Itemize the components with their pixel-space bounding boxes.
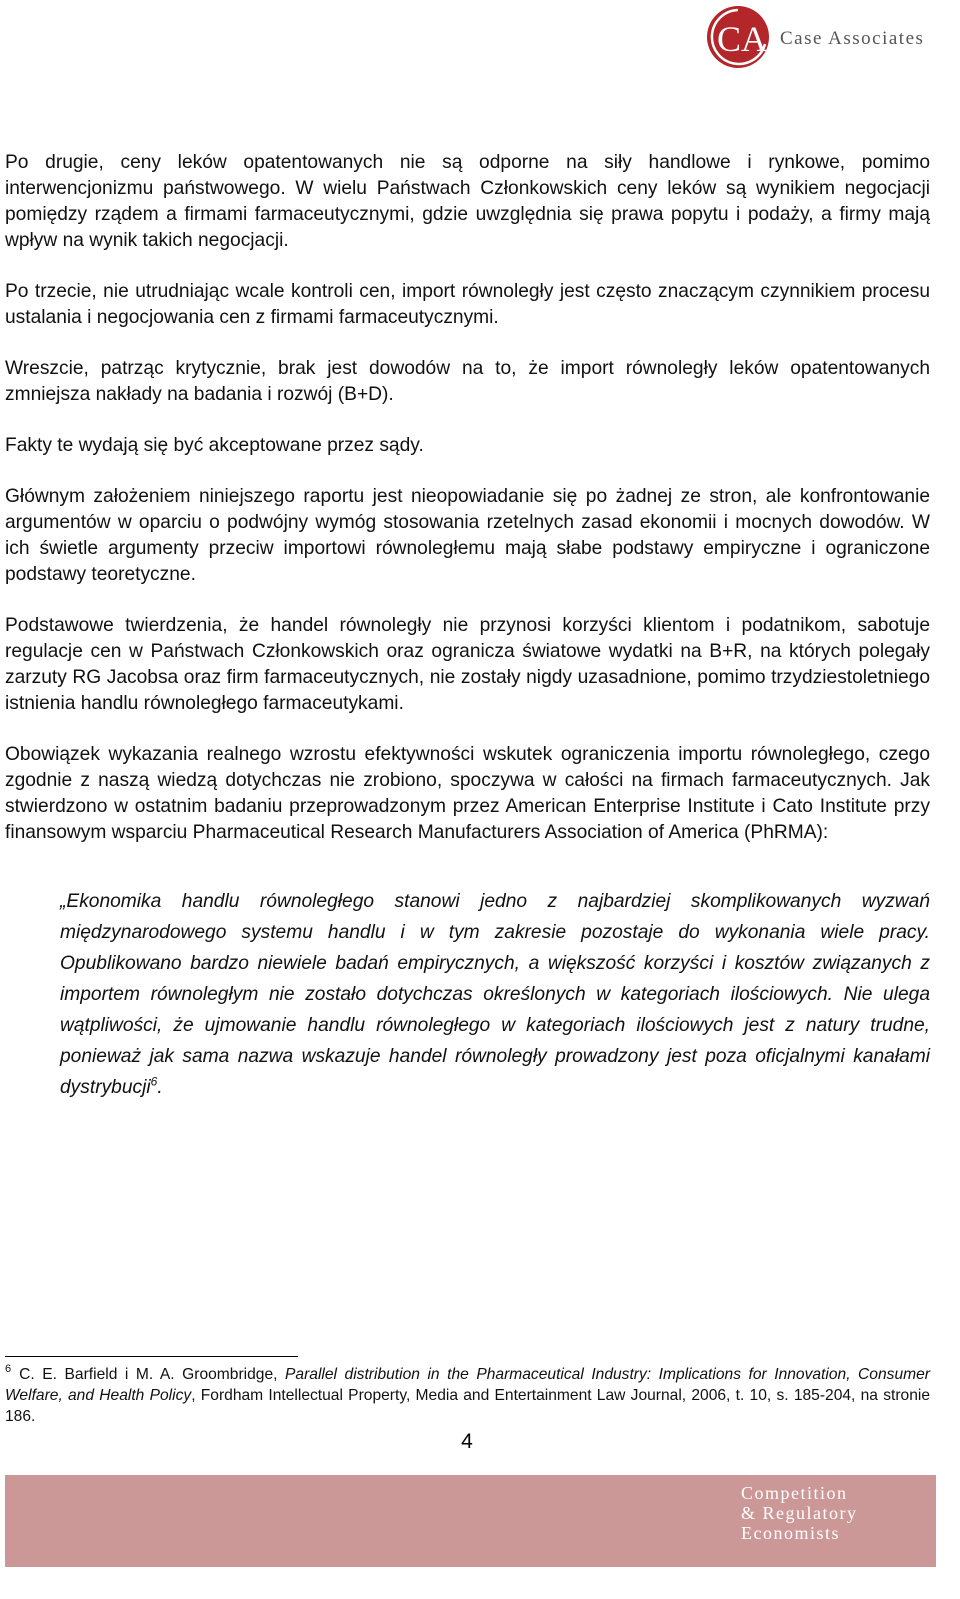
- paragraph: Fakty te wydają się być akceptowane przez sądy.: [5, 435, 424, 456]
- document-body: [5, 150, 930, 1103]
- footer-tagline: [741, 1483, 857, 1543]
- paragraph: Po trzecie, nie utrudniając wcale kontroli cen, import równoległy jest często znaczącym czynnikiem procesu ustalania i negocjowania cen z firmami farmaceutycznymi.: [5, 281, 930, 328]
- footnote-reference[interactable]: 6: [150, 1074, 158, 1089]
- paragraph: Obowiązek wykazania realnego wzrostu efektywności wskutek ograniczenia importu równoległego, czego zgodnie z naszą wiedzą dotychczas nie zrobiono, spoczywa w całości na firmach farmaceutycznych. Jak stwierdzono w ostatnim badaniu przeprowadzonym przez American Enterprise Institute i Cato Institute przy finansowym wsparciu Pharmaceutical Research Manufacturers Association of America (PhRMA):: [5, 744, 930, 843]
- paragraph: Głównym założeniem niniejszego raportu jest nieopowiadanie się po żadnej ze stron, ale konfrontowanie argumentów w oparciu o podwójny wymóg stosowania rzetelnych zasad ekonomii i mocnych dowodów. W ich świetle argumenty przeciw importowi równoległemu mają słabe podstawy empiryczne i ograniczone podstawy teoretyczne.: [5, 486, 930, 585]
- footnote-title: Parallel distribution in the Pharmaceutical Industry: Implications for Innovation, Consumer Welfare, and Health Policy: [5, 1366, 930, 1404]
- footer-line: & Regulatory: [741, 1503, 858, 1523]
- quote-end: .: [157, 1077, 163, 1098]
- paragraph: Po drugie, ceny leków opatentowanych nie są odporne na siły handlowe i rynkowe, pomimo interwencjonizmu państwowego. W wielu Państwach Członkowskich ceny leków są wynikiem negocjacji pomiędzy rządem a firmami farmaceutycznymi, gdzie uwzględnia się prawa popytu i podaży, a firmy mają wpływ na wynik takich negocjacji.: [5, 152, 930, 251]
- footer-line: Economists: [741, 1523, 840, 1543]
- page-number: 4: [461, 1430, 473, 1453]
- quote-text: „Ekonomika handlu równoległego stanowi jedno z najbardziej skomplikowanych wyzwań międzynarodowego systemu handlu i w tym zakresie pozostaje do wykonania wiele pracy. Opublikowano bardzo niewiele badań empirycznych, a większość korzyści i kosztów związanych z importem równoległym nie zostało dotychczas określonych w kategoriach ilościowych. Nie ulega wątpliwości, że ujmowanie handlu równoległego w kategoriach ilościowych jest z natury trudne, ponieważ jak sama nazwa wskazuje handel równoległy prowadzony jest poza oficjalnymi kanałami dystrybucji: [60, 891, 930, 1098]
- footer-band: [5, 1475, 936, 1567]
- ca-monogram-logo: [705, 4, 771, 70]
- footnote-separator: [5, 1356, 298, 1357]
- footnote-authors: C. E. Barfield i M. A. Groombridge,: [19, 1366, 285, 1383]
- logo-monogram-text: CA: [717, 19, 768, 59]
- company-logo: [705, 4, 945, 72]
- brand-name: Case Associates: [780, 28, 925, 49]
- paragraph: Wreszcie, patrząc krytycznie, brak jest dowodów na to, że import równoległy leków opatentowanych zmniejsza nakłady na badania i rozwój (B+D).: [5, 358, 930, 405]
- footnote-source: , Fordham Intellectual Property, Media and Entertainment Law Journal, 2006, t. 10, s. 185-204, na stronie 186.: [5, 1387, 930, 1425]
- footnote: [5, 1364, 930, 1427]
- footnote-number: 6: [5, 1363, 12, 1375]
- block-quote: [60, 886, 930, 1103]
- paragraph: Podstawowe twierdzenia, że handel równoległy nie przynosi korzyści klientom i podatnikom, sabotuje regulacje cen w Państwach Członkowskich oraz ogranicza światowe wydatki na B+R, na których polegały zarzuty RG Jacobsa oraz firm farmaceutycznych, nie zostały nigdy uzasadnione, pomimo trzydziestoletniego istnienia handlu równoległego farmaceutykami.: [5, 615, 930, 714]
- footer-line: Competition: [741, 1483, 848, 1503]
